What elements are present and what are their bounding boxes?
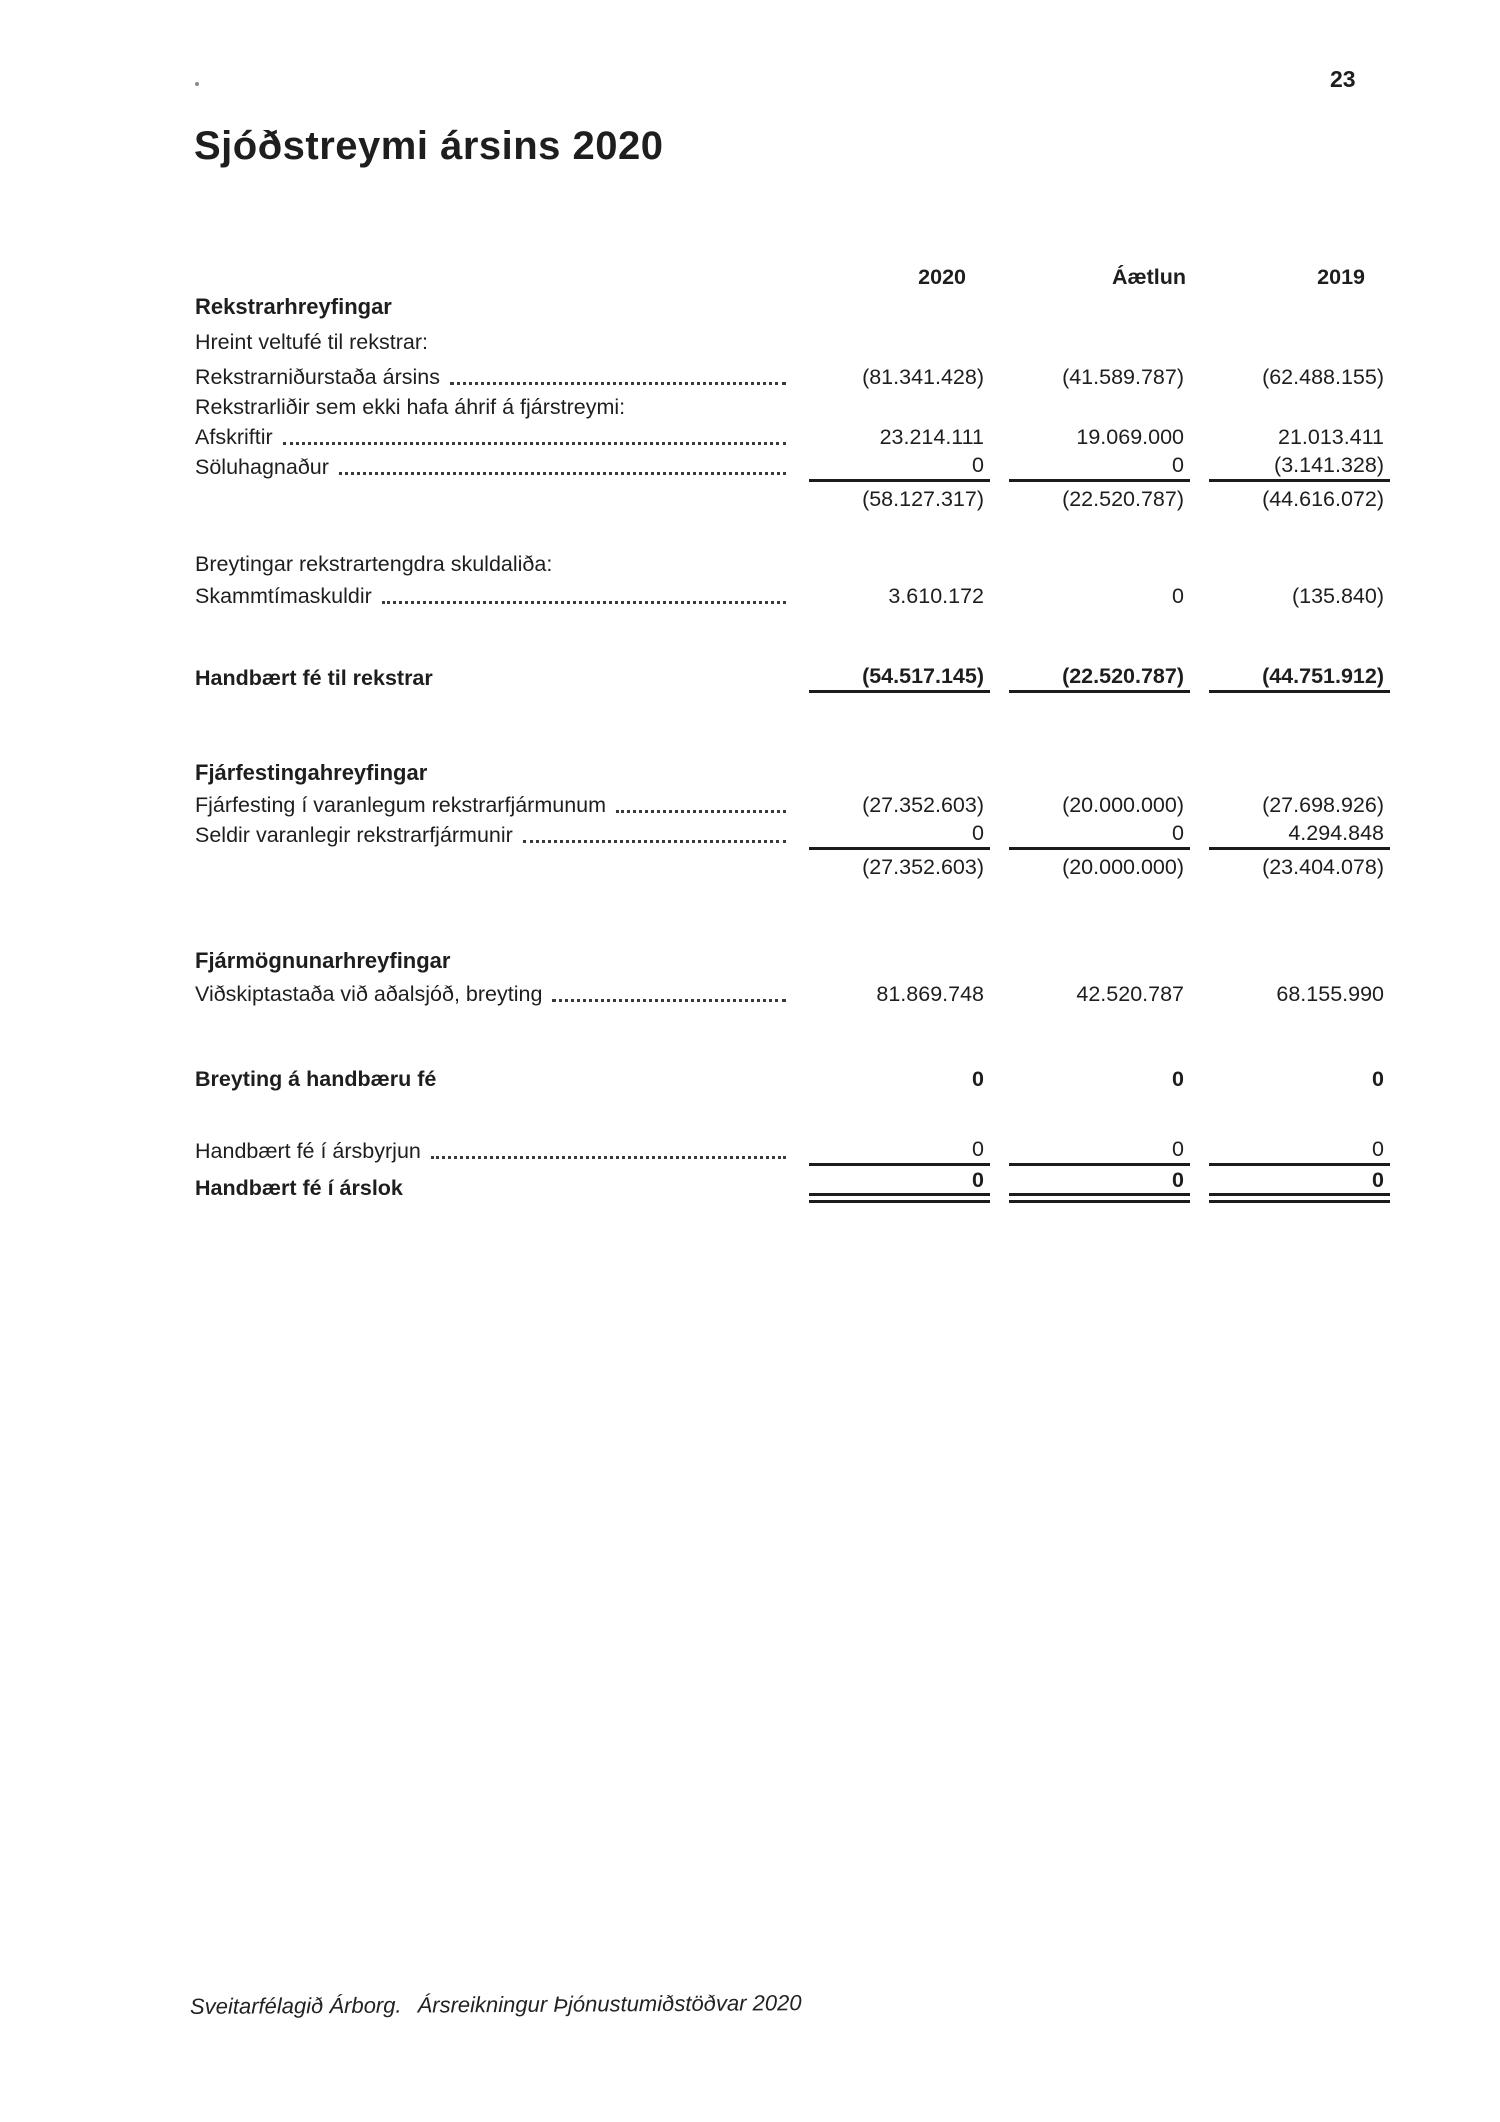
subtotal-row [195,852,1390,882]
row-label: Handbært fé í ársbyrjun [195,1139,421,1163]
table-row [195,820,1390,850]
value-2019: (3.141.328) [1209,452,1390,482]
dot-leader [523,840,786,843]
cash-flow-table [195,262,1390,1203]
table-row [195,422,1390,452]
column-header-2020: 2020 [918,265,966,289]
value-aaetlun: 0 [1009,452,1190,482]
table-row [195,362,1390,392]
value-aaetlun: (20.000.000) [1062,793,1184,817]
value-2020: (27.352.603) [862,855,984,879]
value-aaetlun: (22.520.787) [1009,663,1190,693]
table-row [195,1136,1390,1166]
row-label: Skammtímaskuldir [195,584,372,608]
value-2019: (135.840) [1291,584,1384,608]
value-aaetlun: (22.520.787) [1062,487,1184,511]
section-label: Fjármögnunarhreyfingar [195,948,451,973]
value-2019: 0 [1372,1067,1384,1091]
dot-leader [283,442,786,445]
dot-leader [382,601,786,604]
value-2019: (23.404.078) [1262,855,1384,879]
row-label: Viðskiptastaða við aðalsjóð, breyting [195,982,543,1006]
row-label: Handbært fé í árslok [195,1176,403,1200]
scan-artifact-dot [195,82,199,86]
table-row [195,452,1390,482]
table-row [195,979,1390,1009]
row-label: Hreint veltufé til rekstrar: [195,330,428,354]
row-label: Rekstrarniðurstaða ársins [195,365,440,389]
value-2020: 3.610.172 [888,584,984,608]
table-row [195,327,1390,357]
value-aaetlun: (20.000.000) [1062,855,1184,879]
value-2020: 0 [809,1136,990,1166]
value-aaetlun: 42.520.787 [1076,982,1184,1006]
total-row-handbaert-fe-til-rekstrar [195,663,1390,693]
subtotal-row [195,484,1390,514]
value-aaetlun: 0 [1172,584,1184,608]
footer-document-title: Ársreikningur Þjónustumiðstöðvar 2020 [417,1990,802,2018]
value-aaetlun: (41.589.787) [1062,365,1184,389]
value-2019: 4.294.848 [1209,820,1390,850]
table-row [195,392,1390,422]
value-2020: (58.127.317) [862,487,984,511]
value-2019: (62.488.155) [1262,365,1384,389]
row-label: Rekstrarliðir sem ekki hafa áhrif á fjárstreymi: [195,395,626,419]
footer-organization: Sveitarfélagið Árborg. [189,1992,402,2019]
total-row-breyting-a-handbaeru-fe [195,1064,1390,1094]
value-2020: (27.352.603) [862,793,984,817]
value-2020: 0 [972,1067,984,1091]
dot-leader [552,999,786,1002]
page-number: 23 [1330,66,1356,92]
dot-leader [616,810,786,813]
value-2019: (44.751.912) [1209,663,1390,693]
row-label: Breyting á handbæru fé [195,1067,437,1091]
table-row [195,581,1390,611]
value-2020: (54.517.145) [809,663,990,693]
dot-leader [339,472,786,475]
row-label: Fjárfesting í varanlegum rekstrarfjármunum [195,793,607,817]
value-2019: 0 [1209,1136,1390,1166]
section-header-rekstrarhreyfingar [195,292,1390,322]
value-aaetlun: 0 [1009,1136,1190,1166]
value-2019: 0 [1209,1168,1390,1203]
section-label: Rekstrarhreyfingar [195,294,392,319]
value-2020: 0 [809,820,990,850]
value-2019: (27.698.926) [1262,793,1384,817]
column-header-2019: 2019 [1317,265,1365,289]
value-aaetlun: 0 [1009,820,1190,850]
section-header-fjarmognunarhreyfingar [195,946,1390,976]
table-row [195,549,1390,579]
dot-leader [431,1156,786,1159]
page-footer [190,1990,818,2020]
table-row [195,790,1390,820]
row-label: Afskriftir [195,425,273,449]
row-label: Handbært fé til rekstrar [195,666,433,690]
value-2020: (81.341.428) [862,365,984,389]
dot-leader [450,382,786,385]
value-aaetlun: 0 [1009,1168,1190,1203]
value-2020: 0 [809,1168,990,1203]
value-2020: 81.869.748 [876,982,984,1006]
total-row-handbaert-fe-i-arslok [195,1168,1390,1203]
row-label: Seldir varanlegir rekstrarfjármunir [195,823,513,847]
value-2020: 0 [809,452,990,482]
value-aaetlun: 0 [1172,1067,1184,1091]
value-2019: 68.155.990 [1276,982,1384,1006]
value-2019: (44.616.072) [1262,487,1384,511]
column-header-aaetlun: Áætlun [1111,265,1186,289]
section-label: Fjárfestingahreyfingar [195,760,428,785]
section-header-fjarfestingahreyfingar [195,758,1390,788]
row-label: Breytingar rekstrartengdra skuldaliða: [195,552,553,576]
value-2019: 21.013.411 [1277,425,1384,449]
column-header-row [195,262,1390,292]
value-2020: 23.214.111 [879,425,984,449]
row-label: Söluhagnaður [195,455,329,479]
page-title: Sjóðstreymi ársins 2020 [194,124,664,168]
value-aaetlun: 19.069.000 [1076,425,1184,449]
